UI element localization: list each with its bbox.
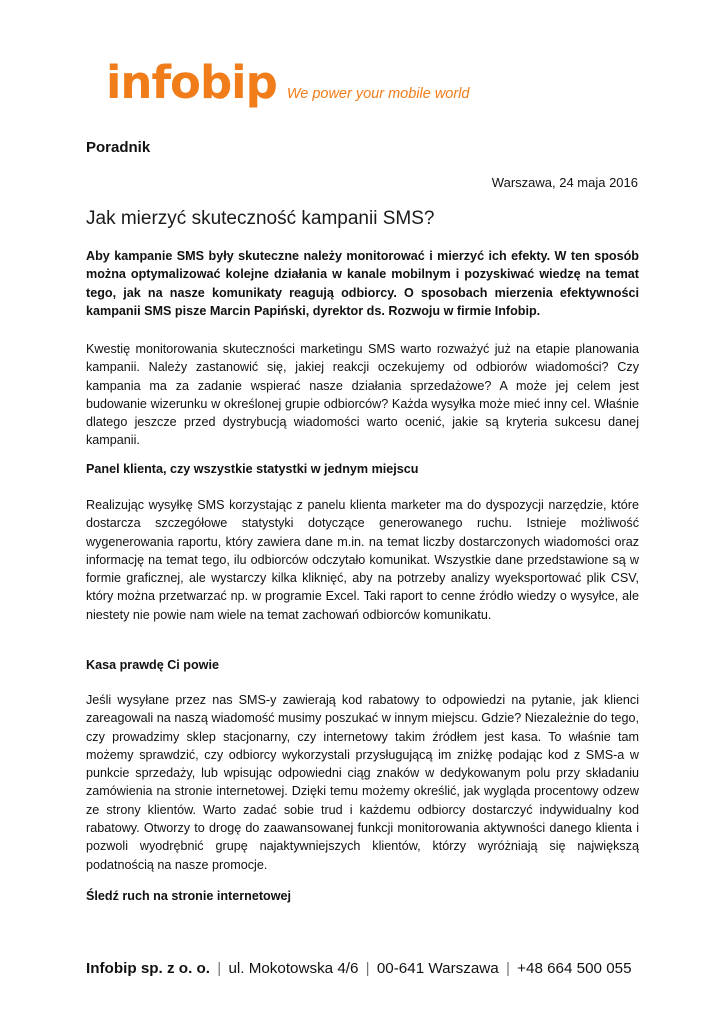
footer-separator: | <box>505 960 510 977</box>
infobip-logo <box>106 56 470 109</box>
document-date: Warszawa, 24 maja 2016 <box>491 175 638 190</box>
section-heading: Śledź ruch na stronie internetowej <box>86 889 292 903</box>
footer-address: ul. Mokotowska 4/6 <box>228 960 359 977</box>
page-title: Jak mierzyć skuteczność kampanii SMS? <box>86 208 435 229</box>
section-paragraph: Jeśli wysyłane przez nas SMS-y zawierają kod rabatowy to odpowiedzi na pytanie, jak klienci zareagowali na naszą wiadomość musimy poszukać w innym miejscu. Gdzie? Niezależnie do tego, czy prowadzimy sklep stacjonarny, czy internetowy takim źródłem jest kasa. To właśnie tam możemy sprawdzić, czy odbiorcy wykorzystali przysługującą im zniżkę podając kod z SMS-a w punkcie sprzedaży, lub wpisując odpowiedni ciąg znaków w dedykowanym polu przy składaniu zamówienia na stronie internetowej. Dzięki temu możemy określić, jak wygląda procentowy odzew ze strony klientów. Warto zadać sobie trud i każdemu odbiorcy dostarczyć indywidualny kod rabatowy. Otworzy to drogę do zaawansowanej funkcji monitorowania aktywności danego klienta i pozwoli wyodrębnić grupę najaktywniejszych klientów, którzy wyróżniają się największą podatnością na nasze promocje. <box>86 693 639 872</box>
logo-tagline: We power your mobile world <box>286 86 470 102</box>
page-footer <box>86 960 646 977</box>
section-paragraph: Realizując wysyłkę SMS korzystając z panelu klienta marketer ma do dyspozycji narzędzie, które dostarcza szczegółowe statystyki dotyczące generowanego ruchu. Istnieje możliwość wygenerowania raportu, który zawiera dane m.in. na temat liczby dostarczonych wiadomości oraz informację na temat tego, ilu odbiorców odczytało komunikat. Wszystkie dane przedstawione są w formie graficznej, ale wystarczy kilka kliknięć, aby na potrzeby analizy wyeksportować plik CSV, który można przetwarzać np. w programie Excel. Taki raport to cenne źródło wiedzy o wysyłce, ale niestety nie powie nam wiele na temat zachowań odbiorców komunikatu. <box>86 498 639 622</box>
footer-company: Infobip sp. z o. o. <box>86 960 211 977</box>
footer-separator: | <box>217 960 222 977</box>
logo-wordmark: infobip <box>106 56 277 109</box>
lead-paragraph: Aby kampanie SMS były skuteczne należy monitorować i mierzyć ich efekty. W ten sposób można optymalizować kolejne działania w kanale mobilnym i pozyskiwać wiedzę na temat tego, jak na nasze komunikaty reagują odbiorcy. O sposobach mierzenia efektywności kampanii SMS pisze Marcin Papiński, dyrektor ds. Rozwoju w firmie Infobip. <box>86 249 639 318</box>
section-heading: Panel klienta, czy wszystkie statystki w jednym miejscu <box>86 462 419 476</box>
footer-phone: +48 664 500 055 <box>517 960 632 977</box>
section-label: Poradnik <box>86 139 151 156</box>
footer-separator: | <box>365 960 370 977</box>
intro-paragraph: Kwestię monitorowania skuteczności marketingu SMS warto rozważyć już na etapie planowania kampanii. Należy zastanowić się, jakiej reakcji oczekujemy od odbiorów wiadomości? Czy kampania ma za zadanie wspierać nasze działania sprzedażowe? A może jej celem jest budowanie wizerunku w określonej grupie odbiorców? Każda wysyłka może mieć inny cel. Właśnie dlatego jeszcze przed dystrybucją wiadomości warto ocenić, jakie są kryteria sukcesu danej kampanii. <box>86 342 639 448</box>
footer-city: 00-641 Warszawa <box>376 960 499 977</box>
section-heading: Kasa prawdę Ci powie <box>86 658 219 672</box>
